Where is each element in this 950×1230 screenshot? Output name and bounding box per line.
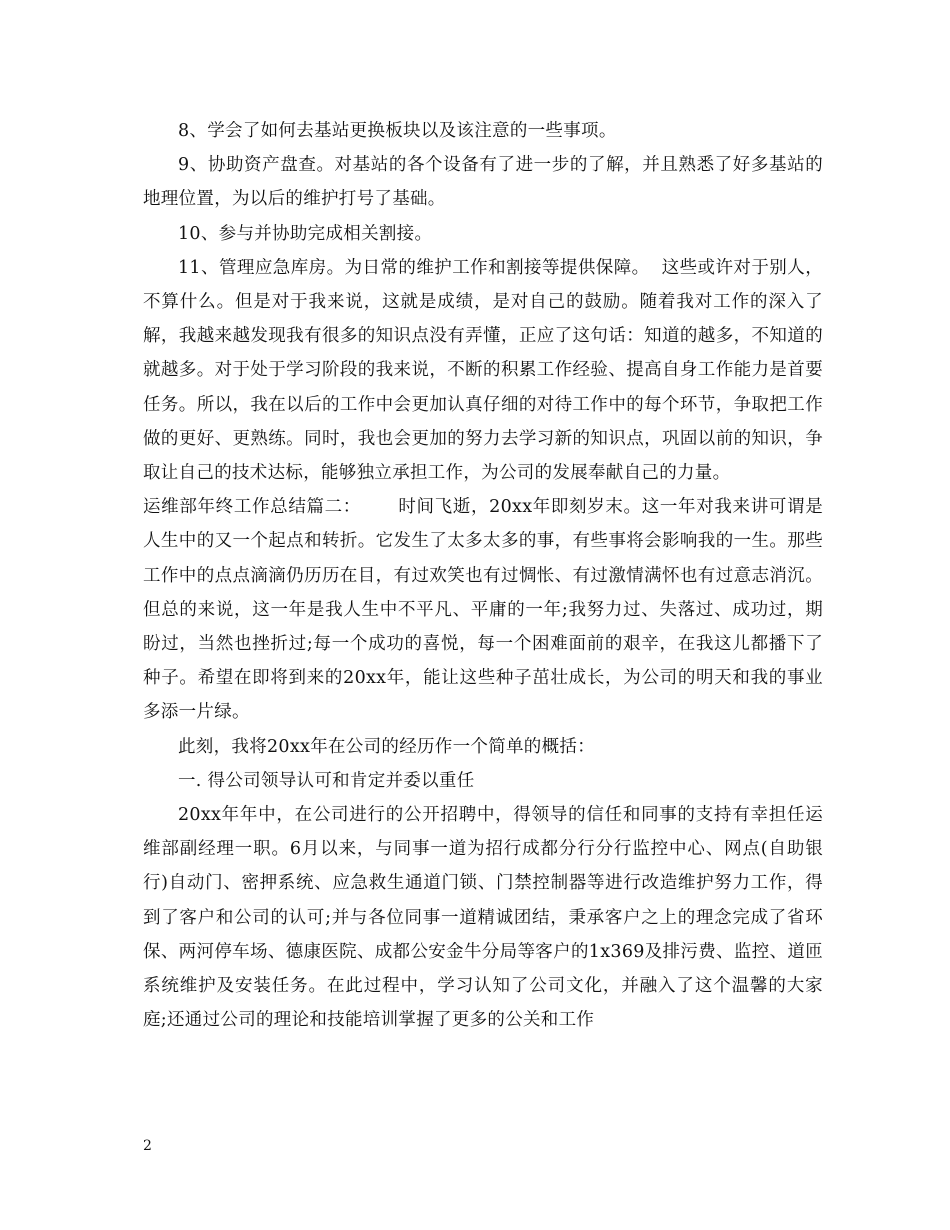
summary-intro-paragraph: 此刻，我将20xx年在公司的经历作一个简单的概括： bbox=[178, 736, 596, 757]
paragraph-item-8: 8、学会了如何去基站更换板块以及该注意的一些事项。 bbox=[178, 121, 617, 141]
section-two-intro-paragraph: 运维部年终工作总结篇二： 时间飞逝，20xx年即刻岁末。这一年对我来讲可谓是人生中的又一个起点和转折。它发生了太多太多的事，有些事将会影响我的一生。那些工作中的点点滴滴仍历历在目，有过欢笑也有过惆怅、有过激情满怀也有过意志消沉。但总的来说，这一年是我人生中不平凡、平庸的一年;我努力过、失落过、成功过，期盼过，当然也挫折过;每一个成功的喜悦，每一个困难面前的艰辛，在我这儿都播下了种子。希望在即将到来的20xx年，能让这些种子茁壮成长，为公司的明天和我的事业多添一片绿。 bbox=[143, 497, 823, 723]
page-number: 2 bbox=[143, 1138, 152, 1154]
paragraph-item-9: 9、协助资产盘查。对基站的各个设备有了进一步的了解，并且熟悉了好多基站的地理位置，为以后的维护打号了基础。 bbox=[143, 155, 823, 210]
section-heading-one: 一. 得公司领导认可和肯定并委以重任 bbox=[178, 770, 475, 791]
body-paragraph: 20xx年年中，在公司进行的公开招聘中，得领导的信任和同事的支持有幸担任运维部副经理一职。6月以来，与同事一道为招行成都分行分行监控中心、网点(自助银行)自动门、密押系统、应急救生通道门锁、门禁控制器等进行改造维护努力工作，得到了客户和公司的认可;并与各位同事一道精诚团结，秉承客户之上的理念完成了省环保、两河停车场、德康医院、成都公安金牛分局等客户的1x369及排污费、监控、道匝系统维护及安装任务。在此过程中，学习认知了公司文化，并融入了这个温馨的大家庭;还通过公司的理论和技能培训掌握了更多的公关和工作 bbox=[143, 805, 823, 1031]
document-body bbox=[143, 114, 823, 1037]
paragraph-item-10: 10、参与并协助完成相关割接。 bbox=[178, 223, 433, 244]
paragraph-item-11: 11、管理应急库房。为日常的维护工作和割接等提供保障。 这些或许对于别人，不算什么。但是对于我来说，这就是成绩，是对自己的鼓励。随着我对工作的深入了解，我越来越发现我有很多的知识点没有弄懂，正应了这句话：知道的越多，不知道的就越多。对于处于学习阶段的我来说，不断的积累工作经验、提高自身工作能力是首要任务。所以，我在以后的工作中会更加认真仔细的对待工作中的每个环节，争取把工作做的更好、更熟练。同时，我也会更加的努力去学习新的知识点，巩固以前的知识，争取让自己的技术达标，能够独立承担工作，为公司的发展奉献自己的力量。 bbox=[143, 257, 823, 484]
